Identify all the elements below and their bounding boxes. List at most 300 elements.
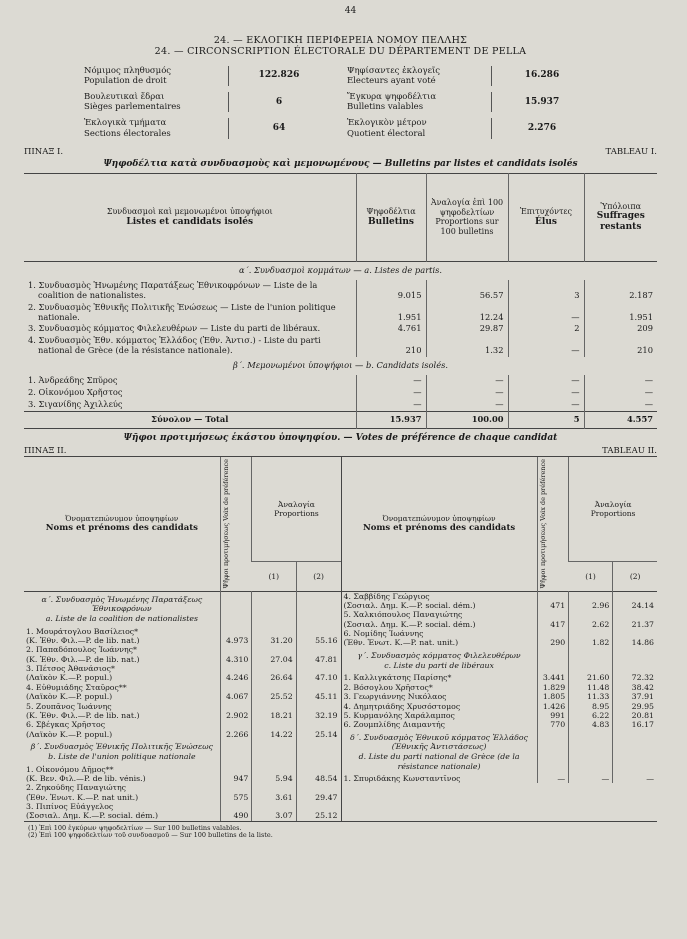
votes-cell: 4.246: [220, 664, 252, 683]
candidate-cell: [342, 591, 538, 610]
prop2-cell: 72.32: [613, 673, 657, 682]
list-name: 1. Συνδυασμὸς Ἡνωμένης Παρατάξεως Ἐθνικοφρόνων — Liste de la coalition de nationalistes.: [28, 279, 318, 300]
bulletins-cell: 9.015: [356, 280, 426, 302]
prop2-cell: 14.86: [613, 629, 657, 648]
table-row: [24, 783, 341, 802]
list-name: 2. Συνδυασμὸς Ἐθνικῆς Πολιτικῆς Ἑνώσεως — Liste de l'union politique nationale.: [28, 301, 336, 322]
footnote-1: (1) Ἐπὶ 100 ἐγκύρων ψηφοδελτίων — Sur 100 bulletins valables.: [28, 823, 242, 832]
votes-cell: 2.902: [220, 702, 252, 721]
summary-label-french: Electeurs ayant voté: [347, 75, 436, 86]
votes-cell: 1.426: [537, 702, 569, 711]
table2-section-row: [24, 739, 341, 752]
candidate-cell: [24, 802, 220, 821]
table1-col-proportions: Ἀναλογία ἐπὶ 100 ψηφοδελτίων Proportions sur 100 bulletins: [426, 173, 508, 261]
table-row: [342, 591, 658, 610]
candidate-name: 2. Βόσογλου Χρῆστος*: [343, 682, 433, 692]
restants-cell: 1.951: [584, 302, 657, 324]
candidate-cell: [24, 627, 220, 646]
candidate-cell: [24, 720, 220, 739]
total-elus: 5: [508, 412, 584, 429]
elus-cell: 3: [508, 280, 584, 302]
empty-cell: [537, 648, 569, 661]
col-name-french: Noms et prénoms des candidats: [362, 523, 516, 534]
table-row: [24, 280, 657, 302]
votes-cell: 4.973: [220, 627, 252, 646]
table-row: [24, 323, 657, 335]
summary-value: 64: [272, 123, 286, 134]
table-row: [24, 375, 657, 387]
prop-sub-2: (2): [613, 561, 657, 591]
empty-cell: [613, 752, 657, 774]
prop1-cell: 5.94: [252, 765, 296, 784]
candidate-party: (Λαϊκὸν Κ.—P. popul.): [26, 673, 113, 683]
table2-col-votes: [537, 457, 569, 591]
empty-cell: [252, 739, 296, 752]
prop1-cell: 21.60: [569, 673, 613, 682]
votes-cell: —: [537, 774, 569, 783]
table1-section-row: [24, 261, 657, 279]
empty-cell: [296, 752, 340, 764]
table2-section-row: [24, 591, 341, 614]
votes-cell: 3.441: [537, 673, 569, 682]
prop2-cell: 32.19: [296, 702, 340, 721]
table2-right: [342, 457, 658, 783]
table1-col-restants: Ὑπόλοιπα Suffrages restants: [584, 173, 657, 261]
votes-cell: 4.067: [220, 683, 252, 702]
table2: [24, 456, 657, 822]
summary-label-french: Sections électorales: [84, 128, 171, 139]
total-proportion: 100.00: [426, 412, 508, 429]
empty-cell: [537, 752, 569, 774]
section-label: c. Liste du parti de libéraux: [384, 661, 494, 671]
bulletins-cell: —: [356, 375, 426, 387]
empty-cell: [220, 591, 252, 614]
section-label: β΄. Συνδυασμὸς Ἐθνικῆς Πολιτικῆς Ἑνώσεως: [30, 741, 213, 751]
summary-label-french: Population de droit: [84, 75, 167, 86]
prop1-cell: 2.96: [569, 591, 613, 610]
table2-col-proportions: [252, 457, 341, 561]
empty-cell: [252, 614, 296, 626]
prop2-cell: 21.37: [613, 610, 657, 629]
candidate-cell: [342, 720, 538, 729]
table1-section-label: α΄. Συνδυασμοὶ κομμάτων — a. Listes de partis.: [238, 264, 443, 275]
total-label: Σύνολον — Total: [24, 412, 356, 429]
table-row: [342, 673, 658, 682]
prop2-cell: 45.11: [296, 683, 340, 702]
votes-cell: 991: [537, 711, 569, 720]
table-row: [24, 387, 657, 399]
prop2-cell: —: [613, 774, 657, 783]
candidate-party: (Λαϊκὸν Κ.—P. popul.): [26, 692, 113, 702]
votes-cell: 4.310: [220, 645, 252, 664]
section-label: δ΄. Συνδυασμὸς Ἐθνικοῦ κόμματος Ἑλλάδος (Ἐθνικῆς Ἀντιστάσεως): [350, 732, 528, 751]
elus-cell: —: [508, 387, 584, 399]
summary-label-french: Quotient électoral: [347, 128, 426, 139]
empty-cell: [569, 752, 613, 774]
prop2-cell: 47.81: [296, 645, 340, 664]
table1-header: [24, 173, 657, 261]
summary-block: [84, 66, 657, 145]
table1-pinax: ΠΙΝΑΞ Ι.: [24, 146, 64, 157]
candidate-name: 4. Δημητριάδης Χρυσόστομος: [343, 701, 461, 711]
table2-tableau: TABLEAU II.: [602, 445, 657, 456]
prop1-cell: 11.33: [569, 692, 613, 701]
table2-body: [342, 591, 658, 783]
empty-cell: [220, 739, 252, 752]
candidate-cell: [342, 774, 538, 783]
empty-cell: [296, 614, 340, 626]
restants-cell: 210: [584, 335, 657, 357]
empty-cell: [220, 614, 252, 626]
empty-cell: [613, 730, 657, 753]
candidate-cell: [24, 765, 220, 784]
table-row: [24, 335, 657, 357]
summary-label-greek: Βουλευτικαὶ ἕδραι: [84, 91, 165, 102]
summary-right: [347, 66, 592, 145]
table1-total-row: [24, 412, 657, 429]
votes-cell: 417: [537, 610, 569, 629]
summary-value: 15.937: [524, 96, 560, 107]
candidate-name: 3. Γεωργιάννης Νικόλαος: [343, 692, 447, 702]
proportion-cell: 29.87: [426, 323, 508, 335]
title-greek: 24. — ΕΚΛΟΓΙΚΗ ΠΕΡΙΦΕΡΕΙΑ ΝΟΜΟΥ ΠΕΛΛΗΣ: [213, 34, 468, 46]
proportion-cell: 1.32: [426, 335, 508, 357]
table2-header-line: Ψῆφοι προτιμήσεως ἑκάστου ὑποψηφίου. — Votes de préférence de chaque candidat: [123, 433, 558, 444]
votes-label: Ψῆφοι προτιμήσεως Voix de préférence: [538, 459, 547, 589]
elus-cell: —: [508, 375, 584, 387]
candidate-cell: [342, 692, 538, 701]
prop2-cell: 20.81: [613, 711, 657, 720]
summary-label: [84, 92, 229, 112]
table-row: [342, 610, 658, 629]
candidate-party: (Κ. Ἐθν. Φιλ.—P. de lib. nat.): [26, 636, 140, 646]
empty-cell: [613, 648, 657, 661]
votes-cell: 290: [537, 629, 569, 648]
candidate-cell: [342, 683, 538, 692]
table-row: [24, 645, 341, 664]
summary-label-greek: Νόμιμος πληθυσμός: [84, 65, 172, 76]
empty-cell: [537, 661, 569, 673]
prop-french: Proportions: [274, 508, 319, 518]
summary-row: [347, 92, 592, 112]
list-name: 4. Συνδυασμὸς Ἐθν. κόμματος Ἑλλάδος (Ἐθν. Ἀντισ.) - Liste du parti national de Grèce (de la résistance nationale).: [28, 335, 321, 356]
summary-value: 16.286: [524, 70, 560, 81]
table2-section-row: [342, 648, 658, 661]
prop2-cell: 16.17: [613, 720, 657, 729]
prop2-cell: 25.14: [296, 720, 340, 739]
summary-label-greek: Ἔγκυρα ψηφοδέλτια: [347, 91, 437, 102]
prop-sub-1: (1): [569, 561, 613, 591]
summary-label: [347, 118, 492, 138]
prop1-cell: 6.22: [569, 711, 613, 720]
candidate-name: 1. Μουράτογλου Βασίλειος*: [26, 626, 139, 636]
votes-cell: 1.805: [537, 692, 569, 701]
candidate-cell: [342, 673, 538, 682]
prop-greek: Ἀναλογία: [278, 499, 315, 509]
candidate-cell: [24, 783, 220, 802]
col-name-greek: Ὀνοματεπώνυμον ὑποψηφίων: [65, 514, 179, 524]
prop1-cell: 31.20: [252, 627, 296, 646]
prop2-cell: 25.12: [296, 802, 340, 821]
prop2-cell: 29.95: [613, 702, 657, 711]
footnote-2: (2) Ἐπὶ 100 ψηφοδελτίων τοῦ συνδυασμοῦ — Sur 100 bulletins de la liste.: [28, 831, 273, 840]
table-row: [24, 720, 341, 739]
table2-labels: [24, 446, 657, 456]
prop2-cell: 37.91: [613, 692, 657, 701]
prop2-cell: 55.16: [296, 627, 340, 646]
candidate-name: 1. Σπυριδάκης Κωνσταντῖνος: [343, 773, 461, 783]
prop1-cell: 2.62: [569, 610, 613, 629]
prop1-cell: 4.83: [569, 720, 613, 729]
empty-cell: [569, 730, 613, 753]
candidate-cell: [342, 629, 538, 648]
candidate-name: 5. Κυρμανόλης Χαράλαμπος: [343, 710, 455, 720]
table-row: [24, 399, 657, 411]
candidate-name: 3. Πιπίνος Εὐάγγελος: [26, 801, 114, 811]
table-row: [24, 765, 341, 784]
table1-col-lists: Συνδυασμοὶ καὶ μεμονωμένοι ὑποψήφιοι Listes et candidats isolés: [106, 206, 273, 227]
table-row: [342, 774, 658, 783]
table1-section-row: [24, 357, 657, 375]
section-label: d. Liste du parti national de Grèce (de la résistance nationale): [358, 752, 520, 771]
table-row: [24, 702, 341, 721]
candidate-name: 6. Ζουμπλίδης Διαμαντής: [343, 720, 446, 730]
candidate-cell: [342, 702, 538, 711]
table2-left-half: [24, 457, 341, 821]
table-row: [24, 664, 341, 683]
elus-cell: —: [508, 335, 584, 357]
bulletins-cell: 210: [356, 335, 426, 357]
candidate-cell: [24, 664, 220, 683]
summary-left: [84, 66, 329, 145]
summary-row: [84, 92, 329, 112]
candidate-party: (Σοσιαλ. Δημ. Κ.—P. social. dém.): [343, 601, 476, 611]
table-row: [342, 711, 658, 720]
empty-cell: [252, 752, 296, 764]
total-restants: 4.557: [584, 412, 657, 429]
candidate-party: (Σοσιαλ. Δημ. Κ.—P. social. dém.): [26, 811, 159, 821]
prop1-cell: 26.64: [252, 664, 296, 683]
prop2-cell: 29.47: [296, 783, 340, 802]
summary-label-greek: Ψηφίσαντες ἐκλογεῖς: [347, 65, 441, 76]
col-name-french: Noms et prénoms des candidats: [45, 523, 198, 534]
candidate-party: (Σοσιαλ. Δημ. Κ.—P. social. dém.): [343, 619, 476, 629]
table2-section-row: [342, 752, 658, 774]
prop2-cell: 24.14: [613, 591, 657, 610]
candidate-name: 5. Χαλκιόπουλος Παναγιώτης: [343, 610, 463, 620]
empty-cell: [296, 739, 340, 752]
table2-col-votes: [220, 457, 252, 591]
summary-label: [347, 92, 492, 112]
empty-cell: [296, 591, 340, 614]
table-row: [24, 802, 341, 821]
summary-value: 6: [275, 96, 283, 107]
votes-cell: 2.266: [220, 720, 252, 739]
table2-section-row: [24, 614, 341, 626]
table-row: [342, 702, 658, 711]
candidate-cell: [24, 683, 220, 702]
proportion-cell: —: [426, 399, 508, 411]
table-row: [24, 683, 341, 702]
table2-header-row: [24, 457, 341, 561]
elus-cell: 2: [508, 323, 584, 335]
candidate-cell: [342, 711, 538, 720]
candidate-name: 6. Σβέγκας Χρῆστος: [26, 720, 106, 730]
restants-cell: —: [584, 375, 657, 387]
table-row: [24, 627, 341, 646]
restants-cell: —: [584, 399, 657, 411]
candidate-party: (Κ. Βεν. Φιλ.—P. de lib. vénis.): [26, 773, 146, 783]
summary-label: [347, 66, 492, 86]
table2-head: [24, 457, 341, 591]
list-name: 3. Συνδυασμὸς κόμματος Φιλελευθέρων — Liste du parti de libéraux.: [28, 323, 321, 334]
prop1-cell: —: [569, 774, 613, 783]
candidate-party: (Λαϊκὸν Κ.—P. popul.): [26, 729, 113, 739]
table2-col-proportions: [569, 457, 657, 561]
restants-cell: 2.187: [584, 280, 657, 302]
table1-body: [24, 261, 657, 428]
empty-cell: [613, 661, 657, 673]
proportion-cell: 56.57: [426, 280, 508, 302]
table-row: [342, 720, 658, 729]
table1-section-label: β΄. Μεμονωμένοι ὑποψήφιοι — b. Candidats isolés.: [232, 360, 449, 371]
empty-cell: [569, 648, 613, 661]
total-bulletins: 15.937: [356, 412, 426, 429]
candidate-name: 4. Σαββίδης Γεώργιος: [343, 591, 430, 601]
list-name: 3. Σιγανίδης Ἀχιλλεύς: [28, 399, 123, 410]
table2-section-row: [24, 752, 341, 764]
candidate-name: 1. Οἰκονόμου Δῆμος**: [26, 764, 114, 774]
candidate-name: 2. Ζηκούδης Παναγιώτης: [26, 783, 127, 793]
restants-cell: 209: [584, 323, 657, 335]
table1-col-bulletins: Ψηφοδέλτια Bulletins: [356, 173, 426, 261]
table1-labels: [24, 147, 657, 157]
table1-tableau: TABLEAU I.: [605, 146, 657, 157]
bulletins-cell: 4.761: [356, 323, 426, 335]
table1-subtitle: Ψηφοδέλτια κατὰ συνδυασμοὺς καὶ μεμονωμένους — Bulletins par listes et candidats isolés: [103, 158, 578, 169]
summary-row: [84, 66, 329, 86]
votes-cell: 490: [220, 802, 252, 821]
restants-cell: —: [584, 387, 657, 399]
summary-label-greek: Ἐκλογικὰ τμήματα: [84, 118, 167, 129]
table-row: [342, 692, 658, 701]
votes-label: Ψῆφοι προτιμήσεως Voix de préférence: [221, 459, 230, 589]
candidate-party: (Κ. Ἐθν. Φιλ.—P. de lib. nat.): [26, 710, 140, 720]
table2-head: [342, 457, 658, 591]
bulletins-cell: —: [356, 399, 426, 411]
footnotes: [28, 825, 657, 841]
prop1-cell: 11.48: [569, 683, 613, 692]
summary-label-french: Sièges parlementaires: [84, 102, 181, 113]
table2-col-names: [24, 457, 220, 591]
prop1-cell: 14.22: [252, 720, 296, 739]
table1-col-elus: Ἐπιτυχόντες Élus: [508, 173, 584, 261]
table-row: [342, 683, 658, 692]
summary-row: [347, 66, 592, 86]
votes-cell: 1.829: [537, 683, 569, 692]
candidate-cell: [342, 610, 538, 629]
table-row: [24, 302, 657, 324]
table2-body: [24, 591, 341, 820]
section-label: α΄. Συνδυασμὸς Ἡνωμένης Παρατάξεως Ἐθνικοφρόνων: [41, 594, 203, 614]
candidate-name: 6. Νομίδης Ἰωάννης: [343, 629, 424, 639]
candidate-name: 4. Εὐθυμιάδης Σταῦρος**: [26, 682, 127, 692]
bulletins-cell: —: [356, 387, 426, 399]
prop-sub-2: (2): [296, 561, 340, 591]
section-label: γ΄. Συνδυασμὸς κόμματος Φιλελευθέρων: [357, 650, 521, 660]
candidate-party: (Ἐθν. Ἑνωτ. Κ.—P. nat unit.): [26, 792, 139, 802]
votes-cell: 770: [537, 720, 569, 729]
col-name-greek: Ὀνοματεπώνυμον ὑποψηφίων: [382, 514, 496, 524]
candidate-cell: [24, 645, 220, 664]
list-name: 1. Ἀνδρεάδης Σπῦρος: [28, 375, 118, 386]
summary-value: 2.276: [527, 123, 557, 134]
empty-cell: [252, 591, 296, 614]
prop1-cell: 3.07: [252, 802, 296, 821]
votes-cell: 575: [220, 783, 252, 802]
prop1-cell: 1.82: [569, 629, 613, 648]
prop-greek: Ἀναλογία: [594, 499, 632, 509]
prop-french: Proportions: [590, 508, 636, 518]
candidate-party: (Κ. Ἐθν. Φιλ.—P. de lib. nat.): [26, 654, 140, 664]
prop1-cell: 18.21: [252, 702, 296, 721]
table2-section-row: [342, 661, 658, 673]
prop2-cell: 47.10: [296, 664, 340, 683]
elus-cell: —: [508, 302, 584, 324]
page-number: 44: [344, 6, 357, 16]
proportion-cell: —: [426, 387, 508, 399]
votes-cell: 947: [220, 765, 252, 784]
candidate-name: 2. Παπαδόπουλος Ἰωάννης*: [26, 645, 137, 655]
empty-cell: [220, 752, 252, 764]
table2-pinax: ΠΙΝΑΞ ΙΙ.: [24, 445, 67, 456]
candidate-party: (Ἐθν. Ἑνωτ. Κ.—P. nat. unit.): [343, 638, 459, 648]
candidate-name: 1. Καλλιγκάτσης Παρίσης*: [343, 673, 452, 683]
section-label: a. Liste de la coalition de nationalistes: [45, 614, 198, 624]
summary-label: [84, 118, 229, 138]
table-row: [342, 629, 658, 648]
prop1-cell: 3.61: [252, 783, 296, 802]
title-french: 24. — CIRCONSCRIPTION ÉLECTORALE DU DÉPARTEMENT DE PELLA: [154, 46, 527, 58]
table1: [24, 173, 657, 429]
table2-header-row: [342, 457, 658, 561]
bulletins-cell: 1.951: [356, 302, 426, 324]
prop1-cell: 27.04: [252, 645, 296, 664]
prop-sub-1: (1): [252, 561, 296, 591]
list-name: 2. Οἰκονόμου Χρῆστος: [28, 387, 123, 398]
summary-label: [84, 66, 229, 86]
empty-cell: [569, 661, 613, 673]
prop2-cell: 38.42: [613, 683, 657, 692]
prop1-cell: 8.95: [569, 702, 613, 711]
empty-cell: [537, 730, 569, 753]
candidate-name: 5. Ζουπᾶνος Ἰωάννης: [26, 701, 112, 711]
summary-value: 122.826: [258, 70, 300, 81]
votes-cell: 471: [537, 591, 569, 610]
table2-right-half: [341, 457, 658, 821]
summary-row: [84, 118, 329, 138]
candidate-name: 3. Πέτσος Ἀθανάσιος*: [26, 664, 115, 674]
summary-label-french: Bulletins valables: [347, 102, 424, 113]
prop1-cell: 25.52: [252, 683, 296, 702]
section-label: b. Liste de l'union politique nationale: [48, 752, 196, 762]
table2-col-names: [342, 457, 538, 591]
summary-label-greek: Ἐκλογικὸν μέτρον: [347, 118, 427, 129]
summary-row: [347, 118, 592, 138]
table2-left: [24, 457, 341, 821]
proportion-cell: 12.24: [426, 302, 508, 324]
elus-cell: —: [508, 399, 584, 411]
